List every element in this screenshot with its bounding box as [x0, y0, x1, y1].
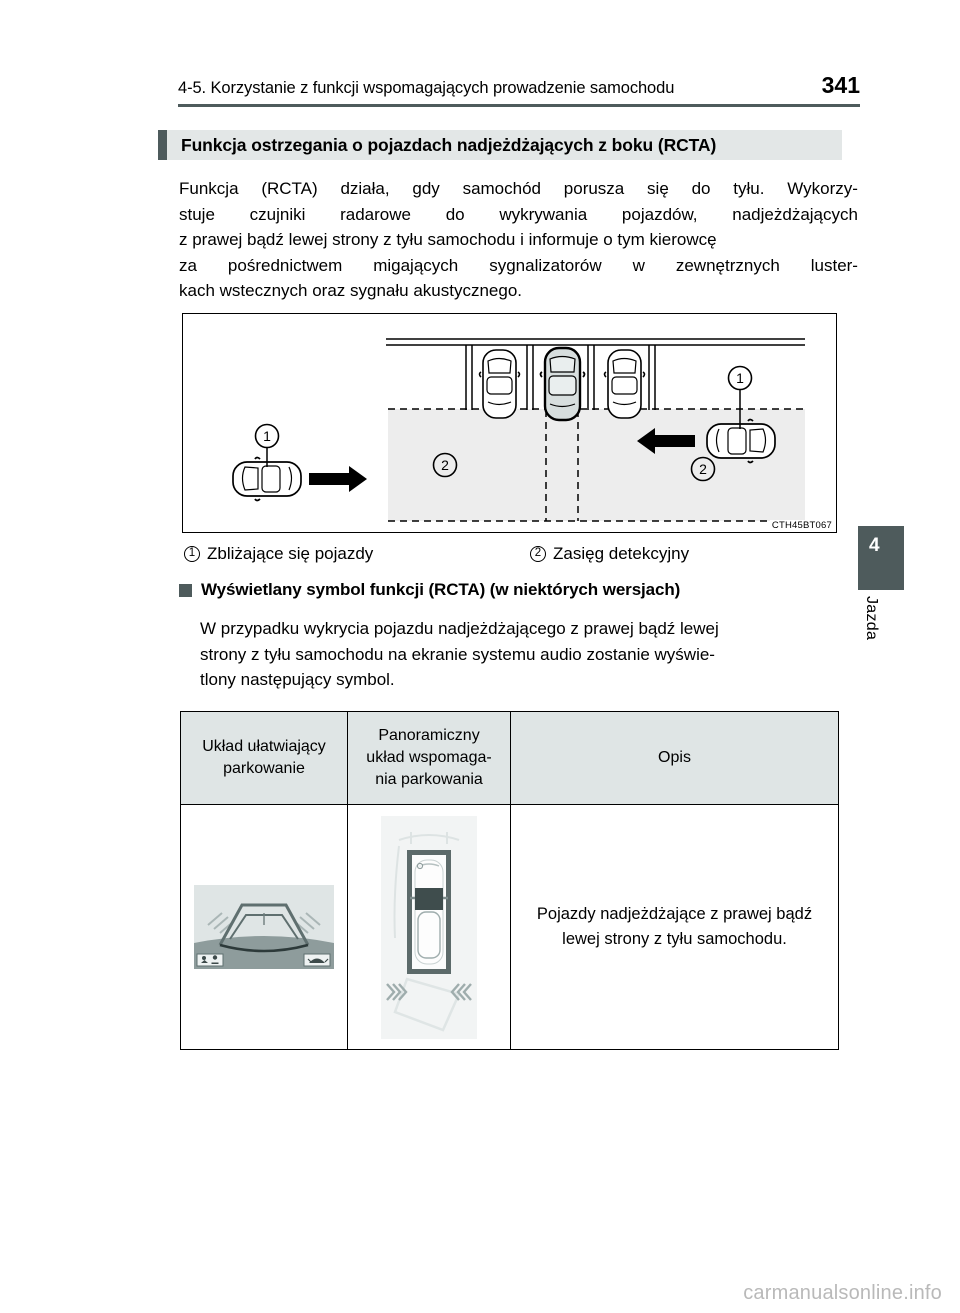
- motion-arrow-right: [309, 466, 367, 492]
- ego-vehicle: [541, 348, 585, 420]
- description-line-1: Pojazdy nadjeżdżające z prawej bądź: [536, 905, 813, 923]
- table-header-row: [181, 712, 839, 805]
- description-line-2: lewej strony z tyłu samochodu.: [562, 930, 787, 948]
- header-line: Układ ułatwiający: [202, 738, 326, 755]
- intro-word: wykrywania: [499, 204, 588, 224]
- table-header-parking-aid: [181, 712, 348, 805]
- figure-legend: [182, 544, 842, 568]
- panoramic-view-screen-image: [381, 816, 477, 1039]
- description-cell: [511, 805, 839, 1050]
- intro-word: działa,: [340, 179, 390, 198]
- parking-aid-image-cell: [181, 805, 348, 1050]
- intro-word: za: [179, 255, 197, 275]
- approaching-vehicle-right: [707, 420, 775, 463]
- intro-word: samochód: [462, 179, 541, 198]
- table-row: [181, 805, 839, 1050]
- callout-1-right-label: 1: [736, 370, 744, 386]
- chapter-tab: [858, 526, 904, 590]
- callout-2-right-label: 2: [699, 461, 707, 477]
- header-line: Panoramiczny: [378, 727, 480, 744]
- legend-label-1: Zbliżające się pojazdy: [207, 544, 374, 563]
- legend-item-detection-range: [530, 544, 689, 564]
- panoramic-view-image-cell: [348, 805, 511, 1050]
- callout-2-left: [434, 454, 457, 477]
- footer-watermark: carmanualsonline.info: [743, 1282, 942, 1304]
- legend-label-2: Zasięg detekcyjny: [553, 544, 690, 563]
- header-line: parkowanie: [223, 760, 305, 777]
- parked-car-right: [605, 350, 645, 418]
- intro-line-2: [179, 202, 858, 228]
- rear-camera-screen-image: [194, 885, 334, 969]
- header-divider: [178, 104, 860, 107]
- intro-word: w: [632, 255, 645, 275]
- header-line: nia parkowania: [375, 771, 483, 788]
- intro-word: luster-: [810, 255, 858, 275]
- vehicle-top-down: [415, 860, 443, 964]
- chapter-number: 4: [869, 535, 880, 556]
- section-title-background: [167, 130, 842, 160]
- intro-line-1: [179, 176, 858, 202]
- legend-number-2: 2: [530, 546, 546, 562]
- intro-word: radarowe: [340, 204, 411, 224]
- symbol-table: [180, 711, 839, 1050]
- intro-word: gdy: [412, 179, 440, 198]
- intro-word: czujniki: [249, 204, 306, 224]
- legend-item-approaching-vehicles: [184, 544, 373, 564]
- table-header-panoramic-view: [348, 712, 511, 805]
- intro-line-3: z prawej bądź lewej strony z tyłu samochodu i informuje o tym kierowcę: [179, 230, 717, 249]
- callout-1-left: [256, 425, 279, 468]
- intro-paragraph: [179, 176, 858, 304]
- subheading-row: [179, 580, 680, 600]
- intro-word: stuje: [179, 204, 215, 224]
- sub-paragraph-line-3: tlony następujący symbol.: [200, 670, 395, 689]
- intro-word: sygnalizatorów: [489, 255, 602, 275]
- subheading-title: Wyświetlany symbol funkcji (RCTA) (w niektórych wersjach): [201, 580, 681, 599]
- sub-paragraph-line-2: strony z tyłu samochodu na ekranie systemu audio zostanie wyświe-: [200, 644, 715, 664]
- figure-code: CTH45BT067: [771, 520, 832, 531]
- section-accent-bar: [158, 130, 167, 160]
- intro-word: się: [647, 179, 669, 198]
- intro-word: Wykorzy-: [787, 179, 858, 198]
- intro-word: do: [691, 179, 711, 198]
- chapter-label: Jazda: [863, 596, 880, 641]
- intro-word: do: [445, 204, 465, 224]
- page-header: [178, 72, 860, 99]
- intro-word: porusza: [563, 179, 625, 198]
- callout-1-left-label: 1: [263, 428, 271, 444]
- intro-word: pojazdów,: [621, 204, 698, 224]
- intro-line-5: kach wstecznych oraz sygnału akustycznego.: [179, 281, 523, 300]
- intro-word: (RCTA): [261, 179, 318, 198]
- rcta-diagram-svg: [183, 314, 835, 531]
- legend-number-1: 1: [184, 546, 200, 562]
- parked-car-left: [480, 350, 520, 418]
- page-number: 341: [821, 72, 860, 98]
- square-bullet-icon: [179, 584, 192, 597]
- intro-word: zewnętrznych: [675, 255, 780, 275]
- intro-word: migających: [373, 255, 459, 275]
- callout-2-left-label: 2: [441, 457, 449, 473]
- rcta-diagram-figure: [182, 313, 837, 533]
- intro-word: Funkcja: [179, 179, 239, 198]
- intro-word: nadjeżdżających: [732, 204, 858, 224]
- sub-paragraph: [200, 616, 858, 693]
- intro-word: pośrednictwem: [227, 255, 343, 275]
- section-title-bar: [158, 130, 842, 160]
- intro-line-4: [179, 253, 858, 279]
- header-chapter-title: 4-5. Korzystanie z funkcji wspomagających prowadzenie samochodu: [178, 79, 675, 97]
- panoramic-view-svg: [381, 816, 477, 1039]
- section-title: Funkcja ostrzegania o pojazdach nadjeżdżających z boku (RCTA): [181, 134, 717, 155]
- sub-paragraph-line-1: W przypadku wykrycia pojazdu nadjeżdżającego z prawej bądź lewej: [200, 619, 719, 638]
- table-header-description: Opis: [511, 712, 839, 805]
- rear-camera-svg: [194, 885, 334, 969]
- callout-2-right: [692, 458, 715, 481]
- intro-word: tyłu.: [733, 179, 765, 198]
- header-line: układ wspomaga-: [366, 749, 492, 766]
